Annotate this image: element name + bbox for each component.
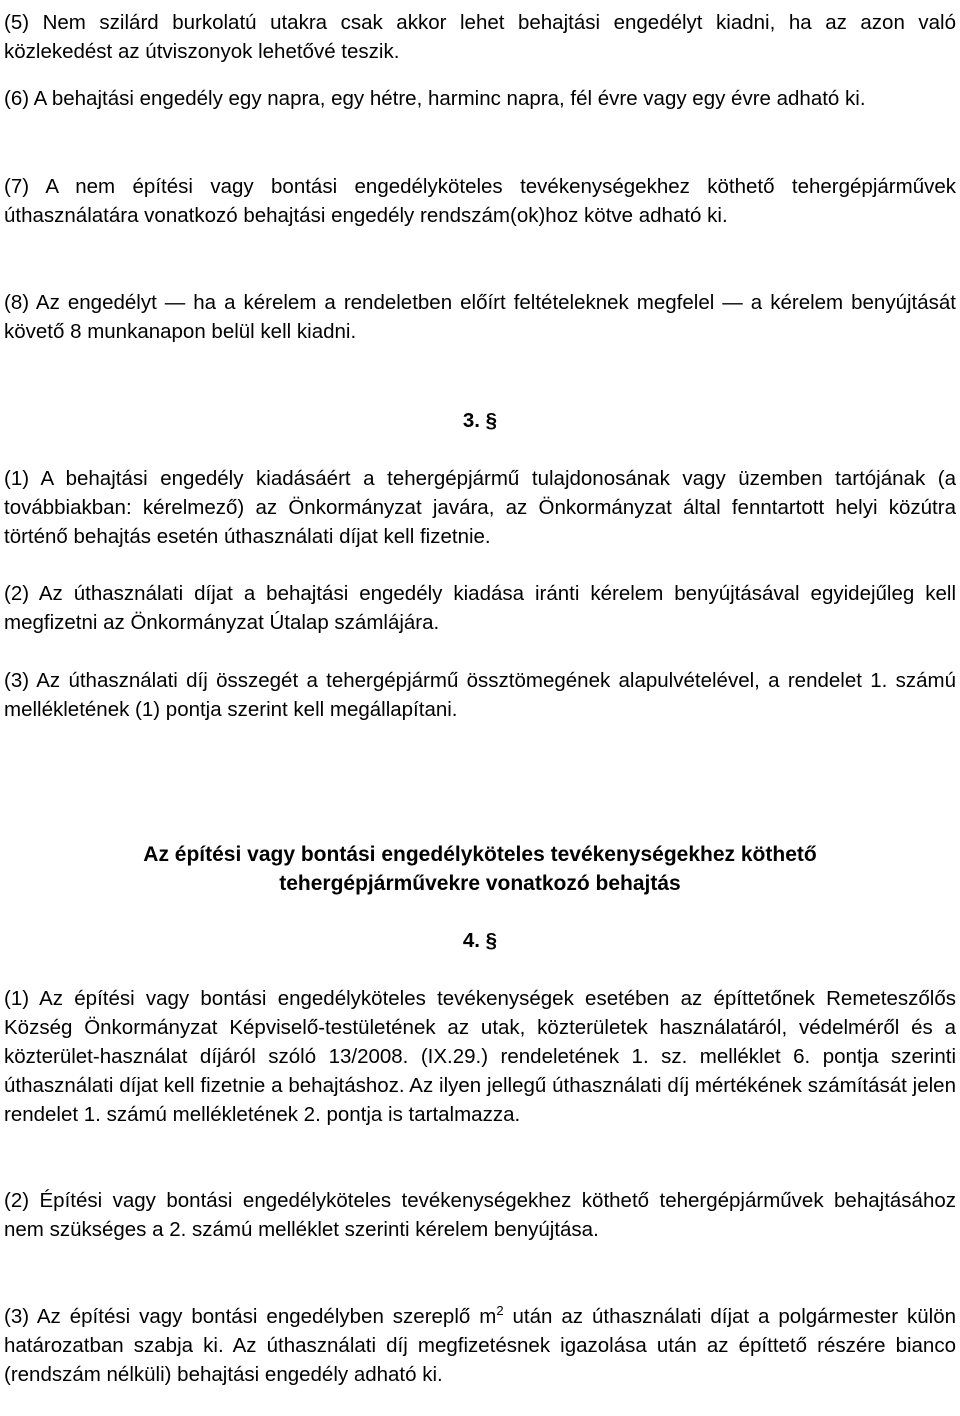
- section-4-paragraph-3-text-b: után az úthasználati díjat a polgármester külön határozatban szabja ki. Az úthasználati díj megfizetésnek igazolása után az építtető részére bianco (rendszám nélküli) behajtási engedély adható ki.: [4, 1305, 957, 1386]
- section-heading-line-2: tehergépjárművekre vonatkozó behajtás: [279, 872, 681, 895]
- section-4-paragraph-1: (1) Az építési vagy bontási engedélyköteles tevékenységek esetében az építtetőnek Remeteszőlős Község Önkormányzat Képviselő-testületének az utak, közterületek használatáról, védelméről és a közterület-használat díjáról szóló 13/2008. (IX.29.) rendeletének 1. sz. melléklet 6. pontja szerinti úthasználati díjat kell fizetnie a behajtáshoz. Az ilyen jellegű úthasználati díj mértékének számítását jelen rendelet 1. számú mellékletének 2. pontja is tartalmazza.: [4, 987, 956, 1126]
- section-heading: [0, 840, 960, 898]
- section-4-paragraph-3-text-a: (3) Az építési vagy bontási engedélyben szereplő m: [4, 1305, 497, 1328]
- section-3-paragraph-2: (2) Az úthasználati díjat a behajtási engedély kiadása iránti kérelem benyújtásával egyidejűleg kell megfizetni az Önkormányzat Útalap számlájára.: [4, 582, 956, 634]
- paragraph-6: (6) A behajtási engedély egy napra, egy hétre, harminc napra, fél évre vagy egy évre adható ki.: [4, 87, 866, 110]
- paragraph-5: (5) Nem szilárd burkolatú utakra csak akkor lehet behajtási engedélyt kiadni, ha az azon való közlekedést az útviszonyok lehetővé teszik.: [4, 11, 956, 63]
- section-4-paragraph-2: (2) Építési vagy bontási engedélyköteles tevékenységekhez köthető tehergépjárművek behajtásához nem szükséges a 2. számú melléklet szerinti kérelem benyújtása.: [4, 1189, 956, 1241]
- square-meter-superscript: 2: [496, 1303, 504, 1319]
- section-3-paragraph-3: (3) Az úthasználati díj összegét a tehergépjármű össztömegének alapulvételével, a rendelet 1. számú mellékletének (1) pontja szerint kell megállapítani.: [4, 669, 956, 721]
- section-3-paragraph-1: (1) A behajtási engedély kiadásáért a tehergépjármű tulajdonosának vagy üzemben tartójának (a továbbiakban: kérelmező) az Önkormányzat javára, az Önkormányzat által fenntartott helyi közútra történő behajtás esetén úthasználati díjat kell fizetnie.: [4, 467, 956, 548]
- paragraph-8: (8) Az engedélyt — ha a kérelem a rendeletben előírt feltételeknek megfelel — a kérelem benyújtását követő 8 munkanapon belül kell kiadni.: [4, 291, 956, 343]
- section-heading-line-1: Az építési vagy bontási engedélyköteles tevékenységekhez köthető: [143, 843, 817, 866]
- paragraph-7: (7) A nem építési vagy bontási engedélyköteles tevékenységekhez köthető tehergépjárművek úthasználatára vonatkozó behajtási engedély rendszám(ok)hoz kötve adható ki.: [4, 175, 956, 227]
- section-4-paragraph-3: [4, 1302, 956, 1389]
- section-4-number: 4. §: [462, 929, 498, 952]
- section-3-number: 3. §: [462, 409, 498, 432]
